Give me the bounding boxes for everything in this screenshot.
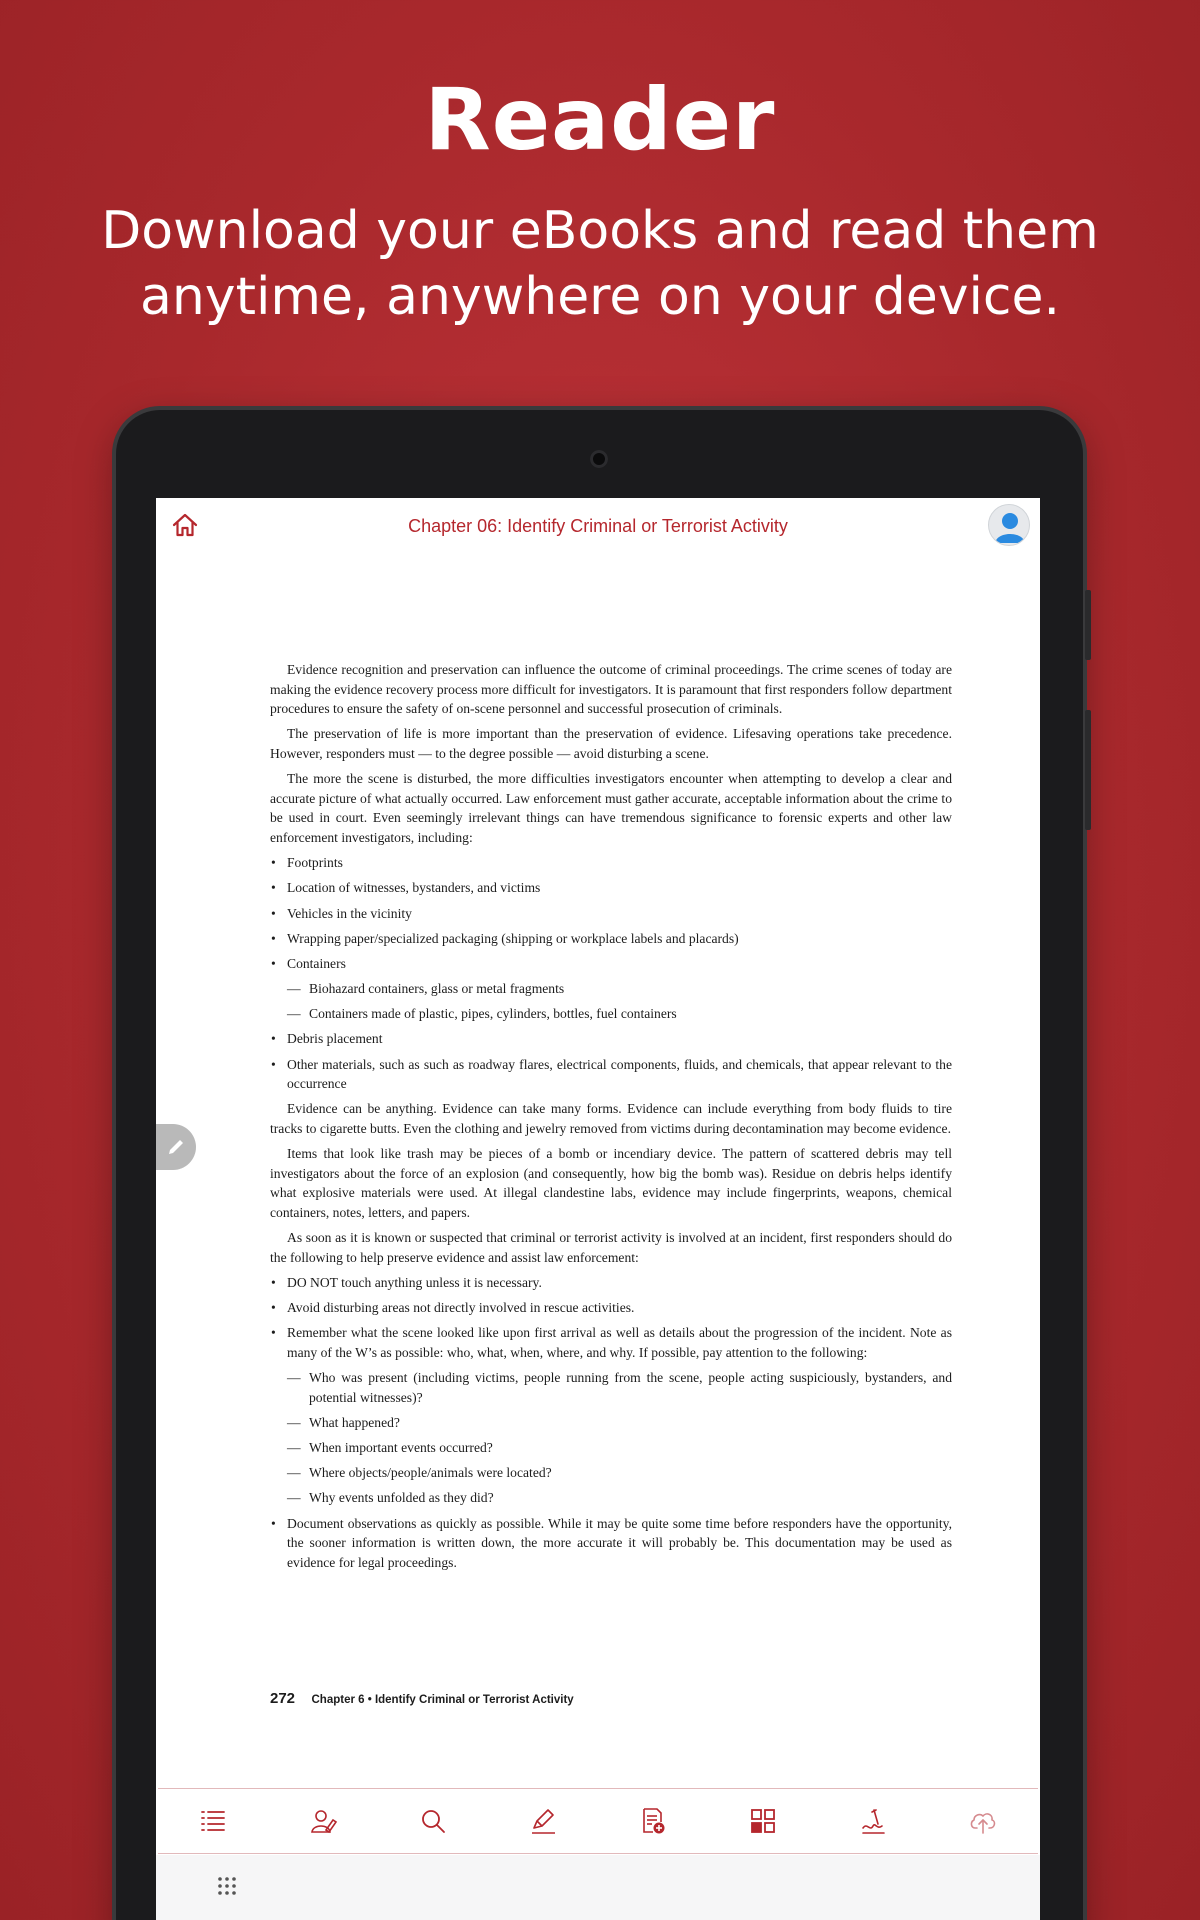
power-button <box>1085 710 1091 830</box>
promo-subline: Download your eBooks and read them anytime, anywhere on your device. <box>101 201 1099 327</box>
list-item: • Remember what the scene looked like upon first arrival as well as details about the progression of the incident. Note as many of the W’s as possible: who, what, when, where, and why. If possible, pay attention to the following: <box>270 1323 952 1362</box>
book-page <box>270 660 952 1578</box>
sub-list-item: — Where objects/people/animals were located? <box>270 1463 952 1483</box>
list-item: • Location of witnesses, bystanders, and victims <box>270 878 952 898</box>
reader-screen <box>156 498 1040 1920</box>
pencil-icon[interactable] <box>156 1124 196 1170</box>
reader-toolbar <box>158 1788 1038 1854</box>
add-note-icon[interactable] <box>633 1801 673 1841</box>
system-bar <box>156 1855 1040 1920</box>
camera-icon <box>590 450 608 468</box>
highlight-icon[interactable] <box>523 1801 563 1841</box>
profile-avatar[interactable] <box>988 504 1030 546</box>
tablet-frame <box>116 410 1083 1920</box>
list-item: • Footprints <box>270 853 952 873</box>
paragraph: Evidence can be anything. Evidence can take many forms. Evidence can include everything from body fluids to tire tracks to cigarette butts. Even the clothing and jewelry removed from victims during decontamination may become evidence. <box>270 1101 952 1136</box>
list-item: • Debris placement <box>270 1029 952 1049</box>
list-item: • Vehicles in the vicinity <box>270 904 952 924</box>
list-item: • DO NOT touch anything unless it is necessary. <box>270 1273 952 1293</box>
list-item: • Wrapping paper/specialized packaging (shipping or workplace labels and placards) <box>270 929 952 949</box>
list-item: • Document observations as quickly as possible. While it may be quite some time before responders have the opportunity, the sooner information is written down, the more accurate it will probably be. This documentation may be used as evidence for legal proceedings. <box>270 1514 952 1573</box>
list-item: • Avoid disturbing areas not directly involved in rescue activities. <box>270 1298 952 1318</box>
paragraph: Evidence recognition and preservation can influence the outcome of criminal proceedings. The crime scenes of today are making the evidence recovery process more difficult for investigators. It is paramount that first responders follow department procedures to ensure the safety of on-scene personnel and successful prosecution of criminals. <box>270 662 952 717</box>
promo-headline: Reader <box>424 70 776 170</box>
list-item: • Containers <box>270 954 952 974</box>
thumbnails-icon[interactable] <box>743 1801 783 1841</box>
signature-icon[interactable] <box>853 1801 893 1841</box>
notes-icon[interactable] <box>303 1801 343 1841</box>
sub-list-item: — What happened? <box>270 1413 952 1433</box>
toc-icon[interactable] <box>193 1801 233 1841</box>
volume-button <box>1085 590 1091 660</box>
sub-list-item: — Why events unfolded as they did? <box>270 1488 952 1508</box>
paragraph: As soon as it is known or suspected that criminal or terrorist activity is involved at an incident, first responders should do the following to help preserve evidence and assist law enforcement: <box>270 1230 952 1265</box>
sub-list-item: — When important events occurred? <box>270 1438 952 1458</box>
sub-list-item: — Containers made of plastic, pipes, cylinders, bottles, fuel containers <box>270 1004 952 1024</box>
upload-icon[interactable] <box>963 1801 1003 1841</box>
paragraph: Items that look like trash may be pieces of a bomb or incendiary device. The pattern of scattered debris may tell investigators about the force of an explosion (and consequently, how big the bomb was). Residue on debris helps identify what explosive materials were used. At illegal clandestine labs, evidence may include fingerprints, weapons, chemical containers, notes, letters, and papers. <box>270 1146 952 1220</box>
chapter-title: Chapter 06: Identify Criminal or Terrorist Activity <box>408 516 788 536</box>
evidence-list <box>270 853 952 1094</box>
running-footer: Chapter 6 • Identify Criminal or Terrorist Activity <box>311 1694 574 1706</box>
sub-list-item: — Biohazard containers, glass or metal fragments <box>270 979 952 999</box>
page-number: 272 <box>270 1690 296 1707</box>
app-grid-icon[interactable] <box>212 1871 242 1901</box>
reader-header <box>156 498 1040 556</box>
paragraph: The more the scene is disturbed, the more difficulties investigators encounter when attempting to develop a clear and accurate picture of what actually occurred. Law enforcement must gather accurate, acceptable information about the crime to be used in court. Even seemingly irrelevant things can have tremendous significance to forensic experts and other law enforcement investigators, including: <box>270 771 952 845</box>
list-item: • Other materials, such as such as roadway flares, electrical components, fluids, and chemicals, that appear relevant to the occurrence <box>270 1055 952 1094</box>
page-footer <box>270 1690 574 1708</box>
responder-list <box>270 1273 952 1572</box>
sub-list-item: — Who was present (including victims, people running from the scene, people acting suspiciously, bystanders, and potential witnesses)? <box>270 1368 952 1407</box>
paragraph: The preservation of life is more important than the preservation of evidence. Lifesaving operations take precedence. However, responders must — to the degree possible — avoid disturbing a scene. <box>270 726 952 761</box>
search-icon[interactable] <box>413 1801 453 1841</box>
